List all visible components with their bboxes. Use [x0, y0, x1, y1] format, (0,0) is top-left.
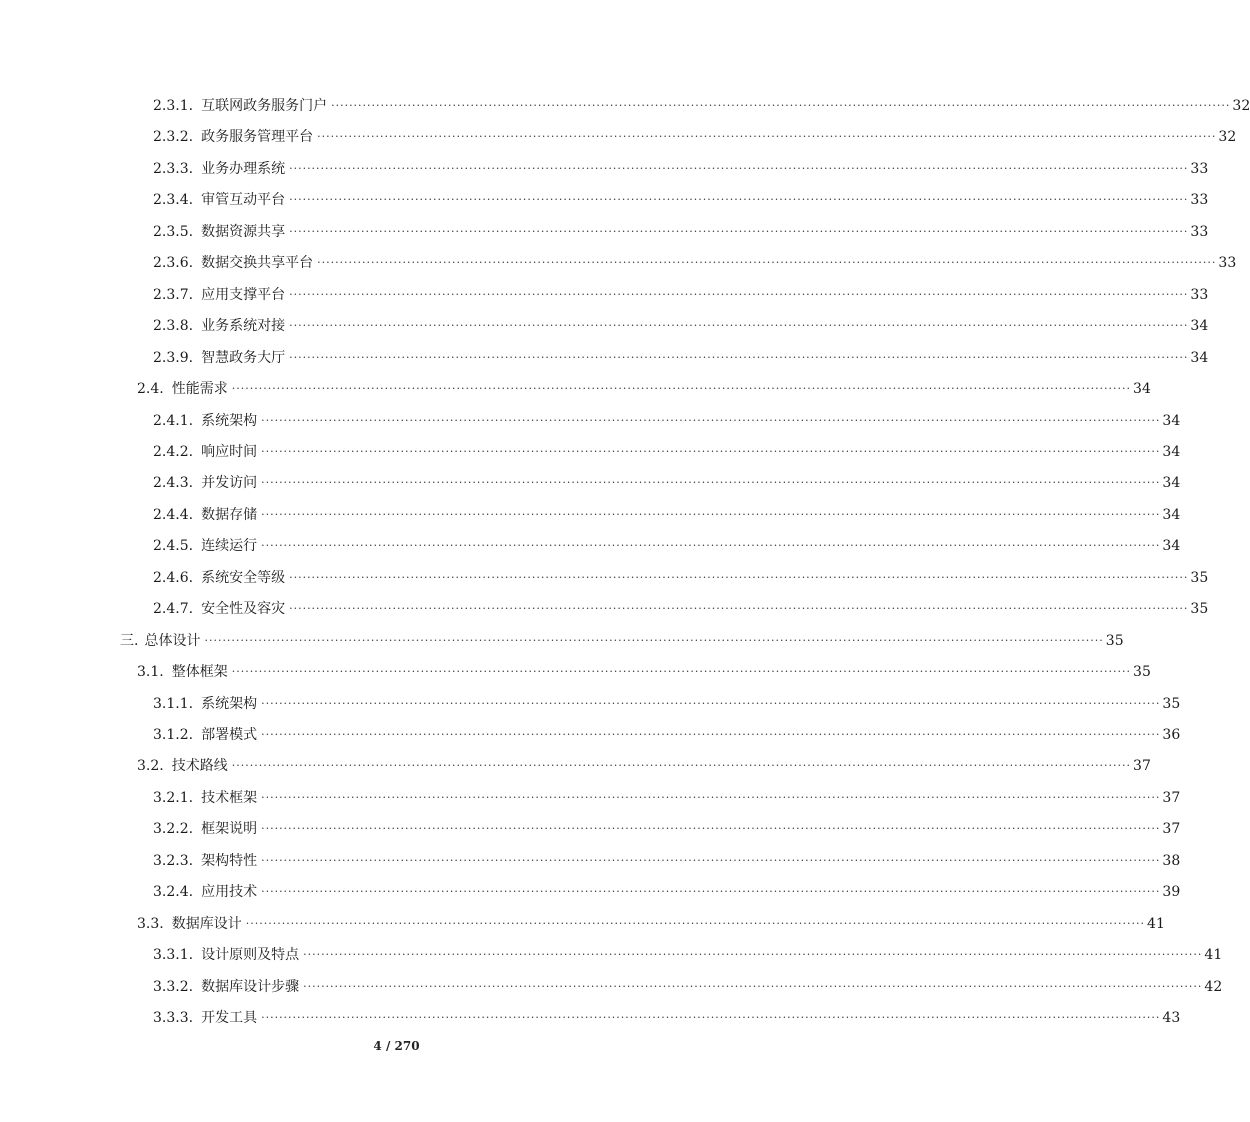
toc-entry-title: 系统架构 [201, 695, 258, 712]
toc-entry-page: 42 [1204, 978, 1223, 995]
toc-entry-title: 设计原则及特点 [201, 947, 300, 964]
toc-entry-title: 并发访问 [201, 475, 258, 492]
toc-entry-page: 43 [1162, 1010, 1181, 1027]
toc-entry-number: 3.3.1. [153, 947, 194, 964]
toc-entry[interactable] [0, 220, 1209, 244]
toc-entry-number: 2.4.5. [153, 538, 194, 555]
toc-entry-number: 3.1. [137, 664, 164, 681]
toc-entry-number: 3.2.2. [153, 821, 194, 838]
toc-entry[interactable] [0, 566, 1209, 590]
toc-leader-dots: ········································································································································································································ [245, 916, 1146, 930]
toc-entry-title: 审管互动平台 [201, 192, 286, 209]
toc-entry[interactable] [0, 660, 1151, 684]
toc-entry-number: 3.2.3. [153, 852, 194, 869]
toc-entry-page: 34 [1162, 538, 1181, 555]
toc-entry-title: 互联网政务服务门户 [201, 98, 328, 114]
toc-leader-dots: ········································································································································································································ [261, 822, 1161, 836]
toc-entry-number: 2.4.2. [153, 443, 194, 460]
toc-entry[interactable] [0, 409, 1181, 433]
toc-entry-number: 3.1.1. [153, 695, 194, 712]
toc-entry-page: 41 [1147, 915, 1165, 932]
toc-entry-number: 3.2.1. [153, 789, 194, 806]
toc-entry[interactable] [0, 440, 1181, 464]
toc-entry[interactable] [0, 346, 1209, 370]
toc-leader-dots: ········································································································································································································ [261, 539, 1161, 553]
toc-entry-title: 应用技术 [201, 884, 258, 901]
toc-entry-number: 3.3. [137, 915, 164, 932]
toc-leader-dots: ········································································································································································································ [261, 696, 1161, 710]
toc-entry-title: 响应时间 [201, 443, 258, 460]
toc-entry-page: 34 [1162, 443, 1181, 460]
toc-leader-dots: ········································································································································································································ [289, 193, 1189, 207]
toc-entry[interactable] [0, 314, 1209, 338]
toc-leader-dots: ········································································································································································································ [317, 256, 1217, 270]
toc-entry-number: 3.3.2. [153, 978, 194, 995]
toc-entry-number: 2.4.1. [153, 412, 194, 429]
toc-entry-page: 35 [1190, 601, 1209, 618]
toc-entry-title: 业务系统对接 [201, 318, 286, 335]
toc-entry-title: 部署模式 [201, 727, 258, 743]
toc-entry-number: 2.3.9. [153, 349, 194, 366]
toc-entry-number: 2.3.7. [153, 286, 194, 303]
toc-leader-dots: ········································································································································································································ [289, 319, 1189, 333]
toc-entry-number: 2.3.5. [153, 223, 194, 240]
toc-leader-dots: ········································································································································································································ [317, 130, 1217, 144]
toc-entry-number: 三. [120, 632, 139, 649]
toc-entry-title: 数据存储 [201, 506, 258, 523]
toc-entry-title: 应用支撑平台 [201, 286, 286, 303]
toc-leader-dots: ········································································································································································································ [289, 350, 1189, 364]
toc-leader-dots: ········································································································································································································ [231, 759, 1132, 773]
toc-entry-page: 39 [1162, 884, 1181, 901]
toc-entry-number: 3.2.4. [153, 884, 194, 901]
toc-entry[interactable] [0, 692, 1181, 716]
toc-entry-page: 36 [1162, 727, 1181, 743]
toc-entry-page: 33 [1190, 160, 1209, 177]
toc-leader-dots: ········································································································································································································ [331, 99, 1231, 112]
toc-entry-title: 业务办理系统 [201, 160, 286, 177]
toc-entry-page: 34 [1190, 318, 1209, 335]
toc-entry-page: 33 [1190, 223, 1209, 240]
toc-entry-title: 框架说明 [201, 821, 258, 838]
toc-entry-number: 3.3.3. [153, 1010, 194, 1027]
toc-entry-number: 2.4. [137, 381, 164, 398]
toc-entry-page: 34 [1162, 506, 1181, 523]
toc-entry[interactable] [0, 817, 1181, 841]
toc-entry[interactable] [0, 723, 1181, 747]
toc-entry-page: 32 [1232, 98, 1250, 114]
toc-entry-title: 安全性及容灾 [201, 601, 286, 618]
toc-entry-page: 37 [1133, 758, 1151, 775]
toc-entry-number: 2.3.2. [153, 129, 194, 146]
toc-entry[interactable] [0, 975, 1223, 999]
toc-leader-dots: ········································································································································································································ [289, 287, 1189, 301]
toc-entry-number: 3.1.2. [153, 727, 194, 743]
toc-entry[interactable] [0, 125, 1237, 149]
toc-entry[interactable] [0, 157, 1209, 181]
toc-entry-number: 3.2. [137, 758, 164, 775]
toc-entry-page: 34 [1133, 381, 1151, 398]
toc-entry-number: 2.3.1. [153, 98, 194, 114]
toc-entry-title: 架构特性 [201, 852, 258, 869]
toc-entry[interactable] [0, 1006, 1181, 1030]
toc-entry-title: 开发工具 [201, 1010, 258, 1027]
toc-entry-page: 34 [1162, 412, 1181, 429]
toc-entry-page: 41 [1204, 947, 1223, 964]
toc-leader-dots: ········································································································································································································ [231, 382, 1132, 396]
toc-entry-title: 数据交换共享平台 [201, 255, 314, 272]
toc-entry-number: 2.4.6. [153, 569, 194, 586]
toc-entry-number: 2.4.4. [153, 506, 194, 523]
toc-leader-dots: ········································································································································································································ [289, 570, 1189, 584]
toc-entry-number: 2.3.3. [153, 160, 194, 177]
toc-entry[interactable] [0, 597, 1209, 621]
toc-leader-dots: ········································································································································································································ [261, 853, 1161, 867]
toc-entry[interactable] [0, 786, 1181, 810]
toc-entry[interactable] [0, 377, 1151, 401]
toc-entry-page: 35 [1162, 695, 1181, 712]
toc-entry-title: 数据库设计 [171, 915, 242, 932]
toc-leader-dots: ········································································································································································································ [231, 665, 1132, 679]
toc-entry-page: 34 [1190, 349, 1209, 366]
toc-leader-dots: ········································································································································································································ [261, 1011, 1161, 1025]
toc-entry-page: 34 [1162, 475, 1181, 492]
toc-entry-page: 37 [1162, 821, 1181, 838]
toc-entry[interactable] [0, 503, 1181, 527]
toc-leader-dots: ········································································································································································································ [261, 476, 1161, 490]
toc-entry-title: 技术框架 [201, 789, 258, 806]
toc-leader-dots: ········································································································································································································ [261, 444, 1161, 458]
toc-entry-page: 38 [1162, 852, 1181, 869]
page-number: 4 / 270 [373, 1039, 420, 1053]
toc-entry-number: 2.4.7. [153, 601, 194, 618]
toc-entry-number: 2.4.3. [153, 475, 194, 492]
toc-entry-title: 政务服务管理平台 [201, 129, 314, 146]
toc-leader-dots: ········································································································································································································ [261, 413, 1161, 427]
toc-entry[interactable] [0, 471, 1181, 495]
toc-leader-dots: ········································································································································································································ [261, 728, 1161, 741]
toc-entry[interactable] [0, 629, 1124, 653]
toc-entry[interactable] [0, 880, 1181, 904]
toc-leader-dots: ········································································································································································································ [261, 790, 1161, 804]
toc-entry[interactable] [0, 251, 1237, 275]
toc-entry-title: 系统架构 [201, 412, 258, 429]
toc-entry[interactable] [0, 943, 1223, 967]
toc-entry-title: 系统安全等级 [201, 569, 286, 586]
toc-entry-page: 33 [1218, 255, 1237, 272]
toc-leader-dots: ········································································································································································································ [289, 602, 1189, 616]
toc-entry-title: 整体框架 [171, 664, 228, 681]
toc-entry[interactable] [0, 94, 1250, 118]
toc-leader-dots: ········································································································································································································ [289, 224, 1189, 238]
toc-entry[interactable] [0, 188, 1209, 212]
toc-entry-title: 总体设计 [144, 632, 201, 649]
toc-entry-page: 33 [1190, 286, 1209, 303]
toc-entry-number: 2.3.6. [153, 255, 194, 272]
toc-entry[interactable] [0, 754, 1151, 778]
toc-leader-dots: ········································································································································································································ [204, 633, 1104, 647]
toc-entry-page: 35 [1105, 632, 1124, 649]
toc-entry-title: 技术路线 [171, 758, 228, 775]
toc-entry-title: 连续运行 [201, 538, 258, 555]
toc-entry-page: 35 [1133, 664, 1151, 681]
toc-entry-number: 2.3.8. [153, 318, 194, 335]
toc-entry[interactable] [0, 283, 1209, 307]
toc-entry-page: 33 [1190, 192, 1209, 209]
toc-leader-dots: ········································································································································································································ [289, 161, 1189, 175]
toc-entry-title: 数据库设计步骤 [201, 978, 300, 995]
toc-entry-title: 智慧政务大厅 [201, 349, 286, 366]
toc-entry-title: 性能需求 [171, 381, 228, 398]
toc-entry-title: 数据资源共享 [201, 223, 286, 240]
toc-leader-dots: ········································································································································································································ [261, 507, 1161, 521]
toc-entry-number: 2.3.4. [153, 192, 194, 209]
toc-entry[interactable] [0, 534, 1181, 558]
toc-entry[interactable] [0, 849, 1181, 873]
toc-leader-dots: ········································································································································································································ [261, 885, 1161, 899]
toc-leader-dots: ········································································································································································································ [303, 979, 1203, 993]
toc-entry-page: 37 [1162, 789, 1181, 806]
toc-entry[interactable] [0, 912, 1165, 936]
toc-leader-dots: ········································································································································································································ [303, 948, 1203, 962]
toc-entry-page: 32 [1218, 129, 1237, 146]
toc-entry-page: 35 [1190, 569, 1209, 586]
